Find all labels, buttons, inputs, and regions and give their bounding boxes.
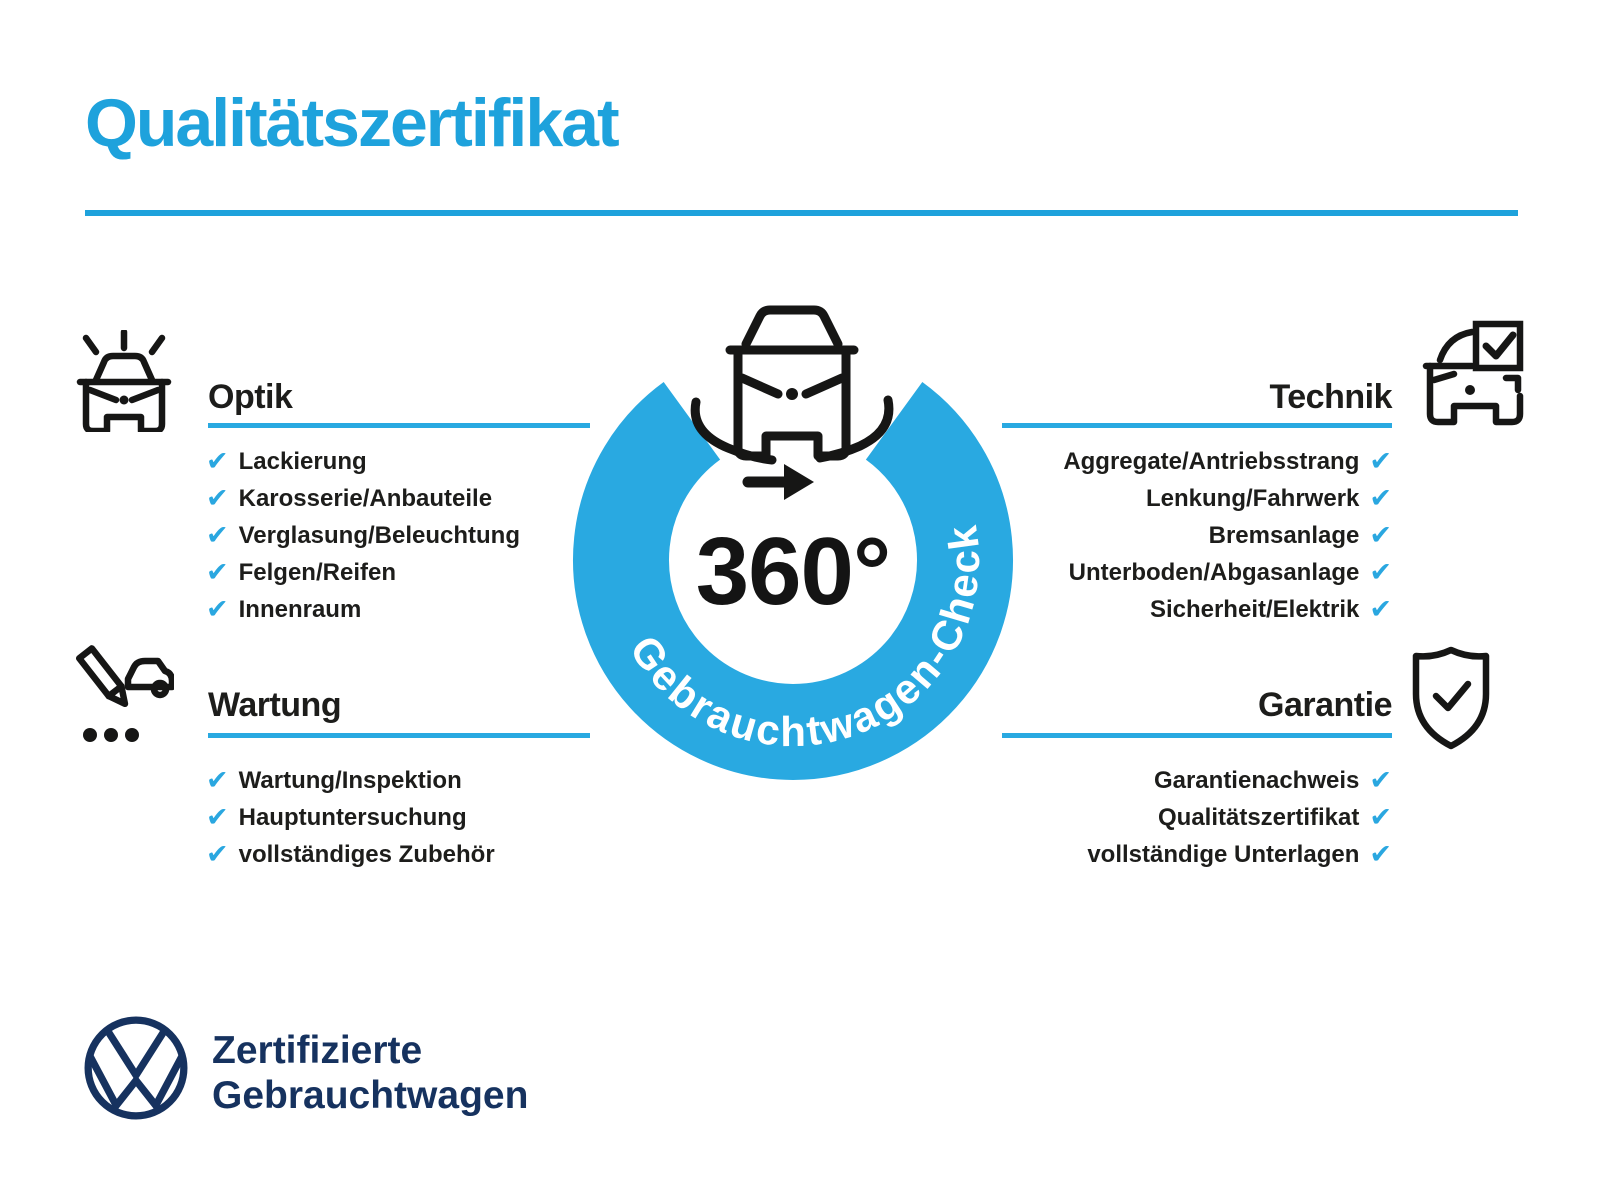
- item-label: Sicherheit/Elektrik: [1149, 595, 1360, 623]
- check-icon: ✔: [1369, 802, 1392, 833]
- check-icon: ✔: [1369, 557, 1392, 588]
- check-icon: ✔: [206, 765, 229, 796]
- list-item: [1087, 836, 1392, 873]
- garantie-checklist: [1087, 762, 1392, 873]
- item-label: vollständige Unterlagen: [1087, 840, 1360, 868]
- title-divider: [85, 210, 1518, 216]
- item-label: Innenraum: [238, 595, 362, 623]
- check-icon: ✔: [1369, 765, 1392, 796]
- item-label: Aggregate/Antriebsstrang: [1063, 447, 1360, 475]
- check-icon: ✔: [1369, 483, 1392, 514]
- check-icon: ✔: [1369, 446, 1392, 477]
- item-label: Qualitätszertifikat: [1157, 803, 1360, 831]
- list-item: [206, 517, 520, 554]
- list-item: [1087, 762, 1392, 799]
- section-header-wartung: Wartung: [208, 686, 342, 724]
- check-icon: ✔: [206, 594, 229, 625]
- check-icon: ✔: [206, 839, 229, 870]
- item-label: Karosserie/Anbauteile: [238, 484, 493, 512]
- footer-line-1: Zertifizierte: [212, 1029, 423, 1072]
- item-label: Bremsanlage: [1208, 521, 1360, 549]
- check-icon: ✔: [1369, 839, 1392, 870]
- list-item: [1063, 480, 1392, 517]
- footer-brand-text: [212, 1028, 528, 1118]
- check-icon: ✔: [206, 557, 229, 588]
- rotation-arrow-head: [784, 464, 814, 500]
- car-checkbox-icon: [1420, 320, 1524, 432]
- item-label: Wartung/Inspektion: [238, 766, 462, 794]
- list-item: [206, 799, 495, 836]
- check-icon: ✔: [1369, 594, 1392, 625]
- vw-logo-icon: [84, 1016, 188, 1120]
- check-icon: ✔: [206, 483, 229, 514]
- car-shine-icon: [76, 330, 172, 432]
- check-icon: ✔: [206, 446, 229, 477]
- item-label: Lenkung/Fahrwerk: [1146, 484, 1360, 512]
- degrees-label: 360°: [695, 518, 891, 625]
- wartung-checklist: [206, 762, 495, 873]
- list-item: [206, 443, 520, 480]
- pencil-car-icon: [76, 645, 174, 749]
- technik-checklist: [1063, 443, 1392, 628]
- list-item: [1063, 517, 1392, 554]
- list-item: [206, 836, 495, 873]
- optik-underline: [208, 423, 590, 428]
- optik-checklist: [206, 443, 520, 628]
- check-icon: ✔: [206, 520, 229, 551]
- item-label: Unterboden/Abgasanlage: [1068, 558, 1360, 586]
- item-label: Felgen/Reifen: [238, 558, 396, 586]
- rotating-car-icon: [695, 310, 889, 460]
- item-label: Garantienachweis: [1153, 766, 1360, 794]
- technik-underline: [1002, 423, 1392, 428]
- list-item: [1087, 799, 1392, 836]
- check-icon: ✔: [1369, 520, 1392, 551]
- section-header-technik: Technik: [1269, 378, 1392, 416]
- footer-line-2: Gebrauchtwagen: [212, 1074, 529, 1117]
- list-item: [1063, 443, 1392, 480]
- item-label: Verglasung/Beleuchtung: [238, 521, 521, 549]
- check-icon: ✔: [206, 802, 229, 833]
- section-header-garantie: Garantie: [1258, 686, 1392, 724]
- garantie-underline: [1002, 733, 1392, 738]
- item-label: vollständiges Zubehör: [238, 840, 495, 868]
- list-item: [1063, 591, 1392, 628]
- badge-ring-label: Gebrauchtwagen-Check: [620, 520, 989, 756]
- list-item: [206, 591, 520, 628]
- item-label: Hauptuntersuchung: [238, 803, 467, 831]
- list-item: [206, 762, 495, 799]
- shield-check-icon: [1408, 646, 1494, 750]
- item-label: Lackierung: [238, 447, 367, 475]
- list-item: [206, 480, 520, 517]
- page-title: Qualitätszertifikat: [85, 85, 618, 161]
- list-item: [1063, 554, 1392, 591]
- wartung-underline: [208, 733, 590, 738]
- list-item: [206, 554, 520, 591]
- section-header-optik: Optik: [208, 378, 293, 416]
